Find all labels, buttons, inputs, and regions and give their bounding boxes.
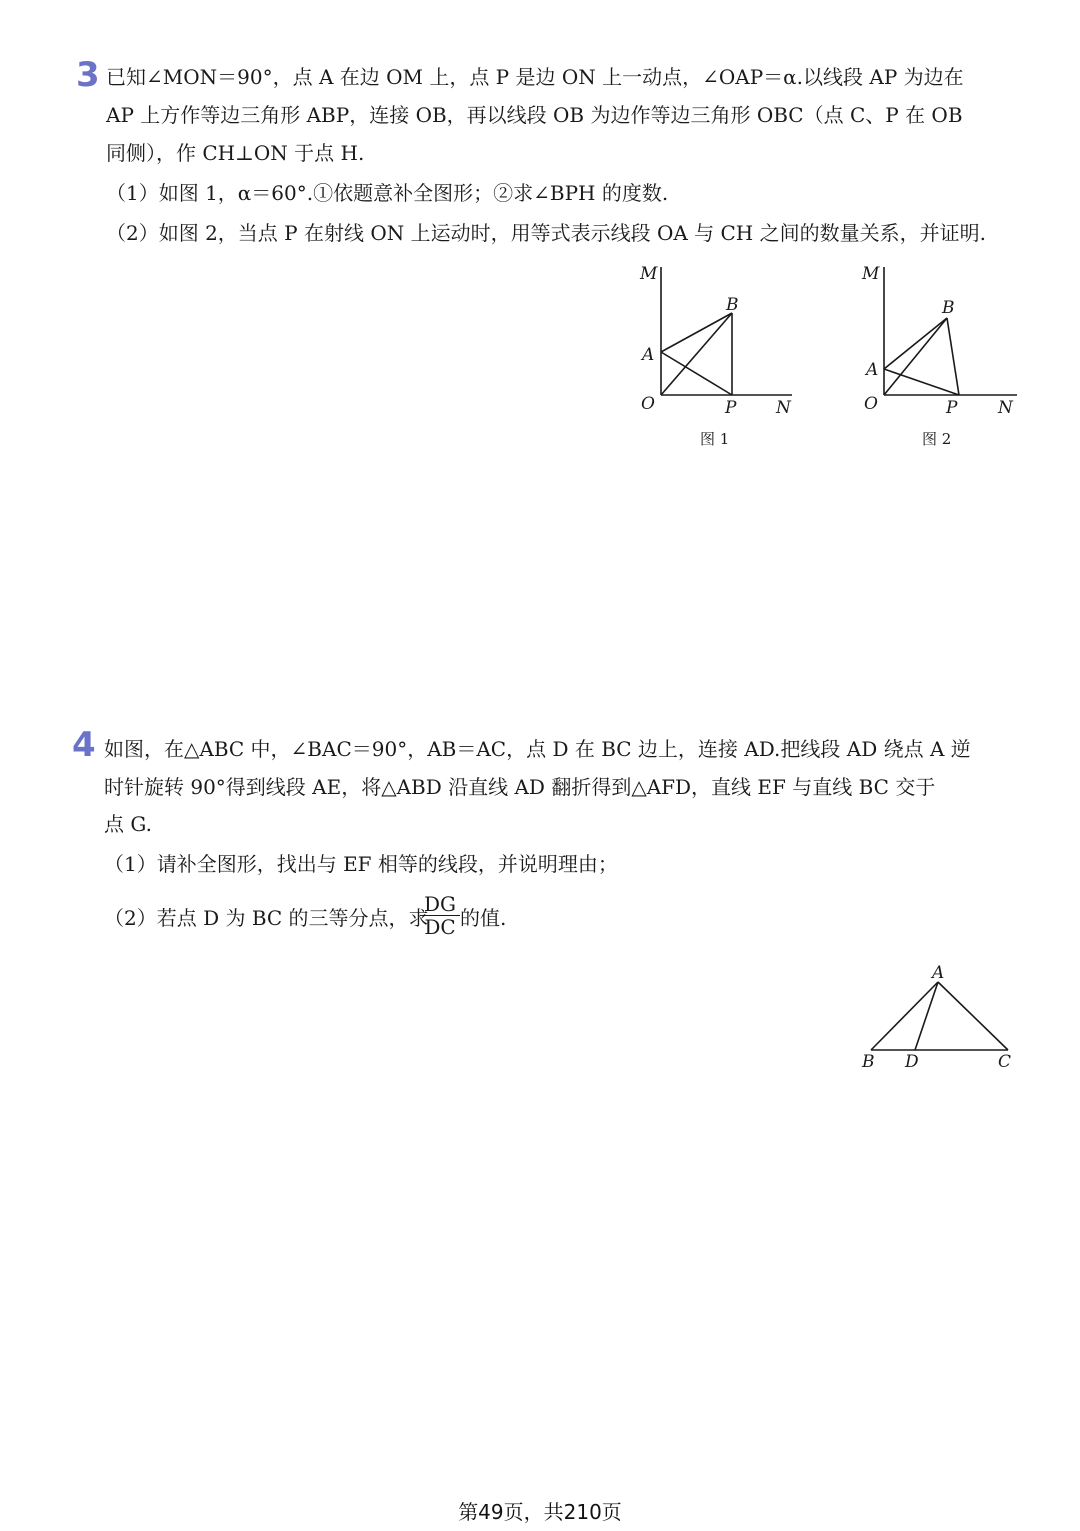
q3-figure-1-caption: 图 1 (700, 430, 730, 448)
problem-3-number: 3 (76, 55, 100, 95)
label-d: D (905, 1052, 919, 1072)
label-p: P (725, 398, 737, 418)
segment-bp (947, 318, 959, 395)
label-p: P (946, 398, 958, 418)
q4-part-1: （1）请补全图形，找出与 EF 相等的线段，并说明理由； (104, 852, 618, 876)
q4-line-3: 点 G. (104, 812, 152, 836)
fraction-numerator: DG (423, 892, 456, 916)
page-footer: 第49页，共210页 (458, 1500, 622, 1524)
label-m: M (640, 264, 658, 284)
fraction-denominator: DC (420, 915, 460, 938)
label-a: A (866, 360, 879, 380)
segment-ap (661, 352, 732, 395)
q3-line-2: AP 上方作等边三角形 ABP，连接 OB，再以线段 OB 为边作等边三角形 OBC（点 C、P 在 OB (106, 103, 963, 127)
q4-fraction (420, 893, 460, 938)
segment-ob (661, 313, 732, 395)
label-n: N (776, 398, 791, 418)
problem-4-number: 4 (72, 725, 96, 765)
q3-figure-2 (855, 255, 1040, 420)
label-m: M (862, 264, 880, 284)
segment-ad (915, 982, 938, 1050)
q4-line-1: 如图，在△ABC 中，∠BAC＝90°，AB＝AC，点 D 在 BC 边上，连接 AD.把线段 AD 绕点 A 逆 (104, 737, 971, 761)
segment-ab (884, 318, 947, 369)
q3-figure-2-caption: 图 2 (922, 430, 952, 448)
q4-part-2-prefix: （2）若点 D 为 BC 的三等分点，求 (104, 906, 429, 930)
segment-ab (871, 982, 938, 1050)
label-o: O (641, 394, 655, 414)
label-b: B (726, 295, 739, 315)
segment-ac (938, 982, 1008, 1050)
q4-line-2: 时针旋转 90°得到线段 AE，将△ABD 沿直线 AD 翻折得到△AFD，直线 EF 与直线 BC 交于 (104, 775, 936, 799)
q3-part-2: （2）如图 2，当点 P 在射线 ON 上运动时，用等式表示线段 OA 与 CH 之间的数量关系，并证明. (106, 221, 986, 245)
label-o: O (864, 394, 878, 414)
q4-figure (855, 960, 1030, 1080)
label-a: A (642, 345, 655, 365)
q4-part-2-suffix: 的值. (460, 906, 507, 930)
label-c: C (998, 1052, 1012, 1072)
segment-ab (661, 313, 732, 352)
q3-part-1: （1）如图 1，α＝60°.①依题意补全图形；②求∠BPH 的度数. (106, 181, 669, 205)
segment-ob (884, 318, 947, 395)
q3-line-3: 同侧），作 CH⊥ON 于点 H. (106, 141, 365, 165)
q3-line-1: 已知∠MON＝90°，点 A 在边 OM 上，点 P 是边 ON 上一动点，∠OAP＝α.以线段 AP 为边在 (106, 65, 964, 89)
label-a: A (932, 963, 945, 983)
label-b: B (862, 1052, 875, 1072)
q3-figure-1 (630, 255, 810, 420)
label-n: N (998, 398, 1013, 418)
label-b: B (942, 298, 955, 318)
